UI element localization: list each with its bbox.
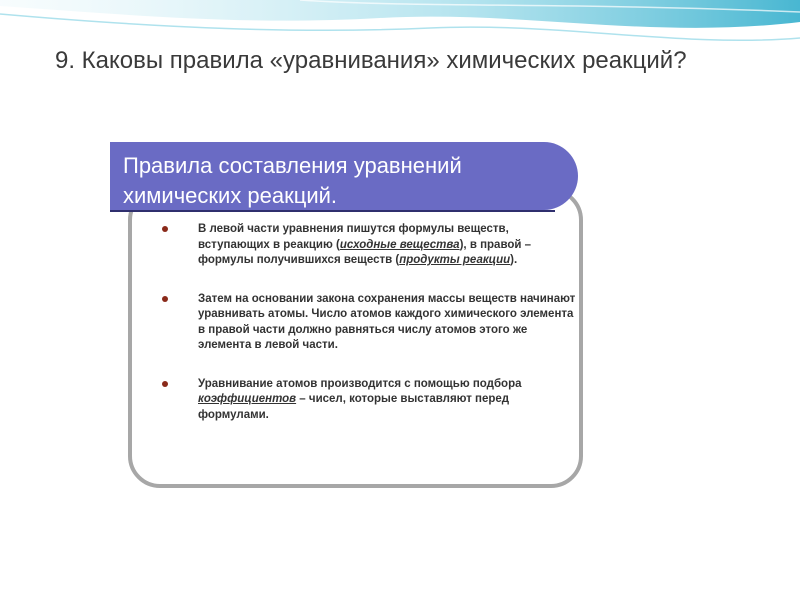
slide-title: 9. Каковы правила «уравнивания» химических реакций? bbox=[55, 47, 687, 74]
rules-card bbox=[110, 138, 608, 516]
rule-text: – чисел, которые выставляют перед формулами. bbox=[198, 393, 510, 421]
rule-item bbox=[162, 292, 582, 354]
card-header-title: Правила составления уравнений химических реакций. bbox=[123, 153, 462, 208]
card-header bbox=[110, 142, 578, 210]
bullet-icon bbox=[162, 381, 168, 387]
rule-text: Уравнивание атомов производится с помощью подбора bbox=[198, 377, 522, 390]
term-coefficients: коэффициентов bbox=[198, 393, 297, 405]
rule-item bbox=[162, 377, 582, 424]
term-initial-substances: исходные вещества bbox=[339, 238, 460, 251]
header-underline bbox=[110, 210, 555, 212]
rule-item bbox=[162, 222, 582, 269]
rule-text: ), в правой –формулы получившихся веществ ( bbox=[198, 238, 532, 266]
bullet-icon bbox=[162, 296, 168, 302]
rule-text: В левой части уравнения пишутся формулы веществ, вступающих в реакцию ( bbox=[198, 223, 509, 251]
rule-text: ). bbox=[510, 254, 518, 266]
bullet-icon bbox=[162, 226, 168, 232]
term-reaction-products: продукты реакции bbox=[399, 254, 511, 266]
rules-list bbox=[162, 222, 582, 446]
rule-text: Затем на основании закона сохранения массы веществ начинают уравнивать атомы. Число атомов каждого химического элемента в правой части должно равняться числу атомов этого же элемента в левой части. bbox=[198, 292, 576, 351]
